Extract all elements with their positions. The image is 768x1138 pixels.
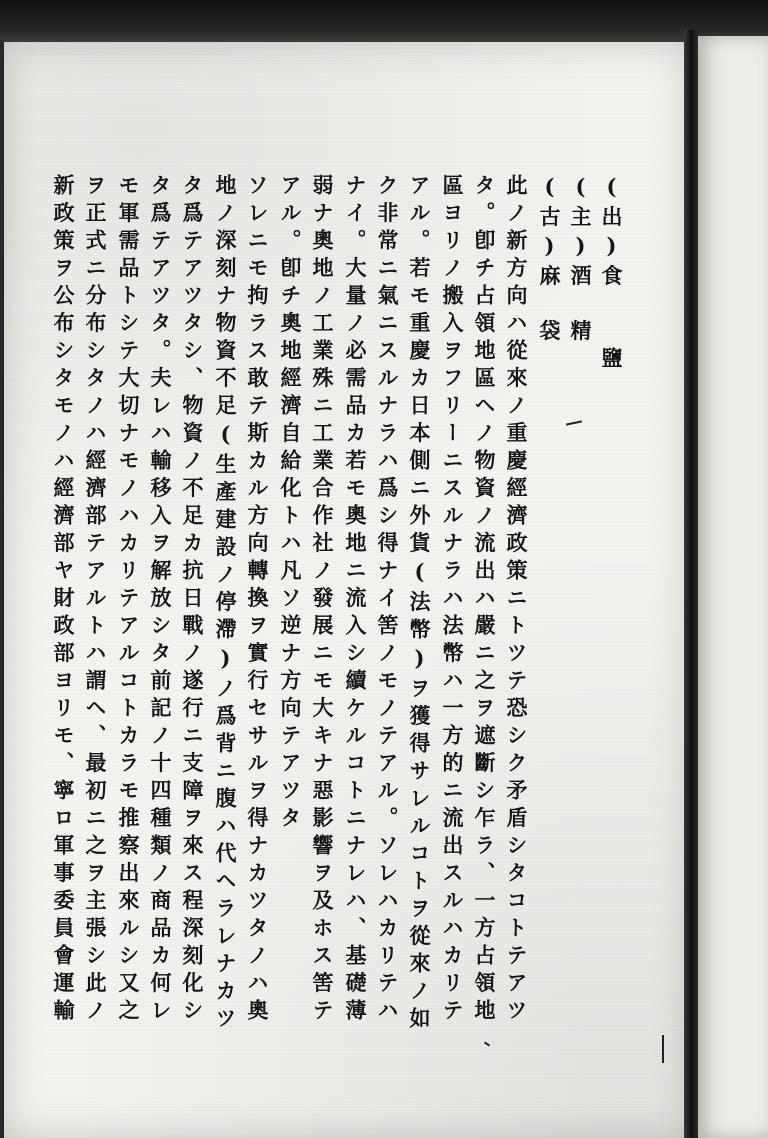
text-column-1: (出)食 鹽 (599, 174, 624, 375)
text-column-11: アル。卽チ奧地經濟自給化トハ凡ソ逆ナ方向テアツタ (278, 174, 303, 834)
text-column-5: タ。卽チ占領地區ヘノ物資ノ流出ハ嚴ニ之ヲ遮斷シ乍ラ、一方占領地 (472, 174, 497, 1027)
text-column-8: ク非常ニ氣ニスルナラハ爲シ得ナイ筈ノモノテアル。ソレハカリテハ (375, 174, 400, 1027)
text-column-10: 弱ナ奧地ノ工業殊ニ工業合作社ノ發展ニモ大キナ惡影響ヲ及ホス筈テ (310, 174, 335, 1027)
text-column-16: モ軍需品トシテ大切ナモノハカリテアルコトカラモ推察出來ルシ又之 (116, 174, 141, 1027)
text-column-7: アル。若モ重慶カ日本側ニ外貨(法幣)ヲ獲得サレルコトヲ從來ノ如 (407, 174, 432, 1035)
text-column-3: (古)麻 袋 (537, 174, 562, 347)
text-column-17: ヲ正式ニ分布シタノハ經濟部テアルトハ謂ヘ、最初ニ之ヲ主張シ此ノ (83, 174, 108, 1027)
text-column-6: 區ヨリノ搬入ヲフリーニスルナラハ法幣ハ一方的ニ流出スルハカリテ (440, 174, 465, 1027)
stray-mark (662, 1035, 664, 1063)
text-column-4: 此ノ新方向ハ從來ノ重慶經濟政策ニトツテ恐シク矛盾シタコトテアツ (504, 174, 529, 1027)
text-column-13: 地ノ深刻ナ物資不足(生產建設ノ停滯)ノ爲背ニ腹ハ代ヘラレナカツ (213, 174, 238, 1035)
text-column-9: ナイ。大量ノ必需品カ若モ奧地ニ流入シ續ケルコトニナレハ、基礎薄 (343, 174, 368, 1027)
text-column-2: (主)酒 精 (568, 174, 593, 347)
text-column-18: 新政策ヲ公布シタモノハ經濟部ヤ財政部ヨリモ、寧ロ軍事委員會運輸 (51, 174, 76, 1027)
text-column-12: ソレニモ拘ラス敢テ斯カル方向轉換ヲ實行セサルヲ得ナカツタノハ奧 (245, 174, 270, 1027)
text-column-14: タ爲テアツタシ、物資ノ不足カ抗日戰ノ遂行ニ支障ヲ來ス程深刻化シ (180, 174, 205, 1027)
binding-gutter (684, 30, 698, 1138)
scan-top-edge (0, 0, 768, 42)
adjacent-page-edge (698, 36, 768, 1138)
text-column-15: タ爲テアツタ。夫レハ輸移入ヲ解放シタ前記ノ十四種類ノ商品カ何レ (148, 174, 173, 1027)
